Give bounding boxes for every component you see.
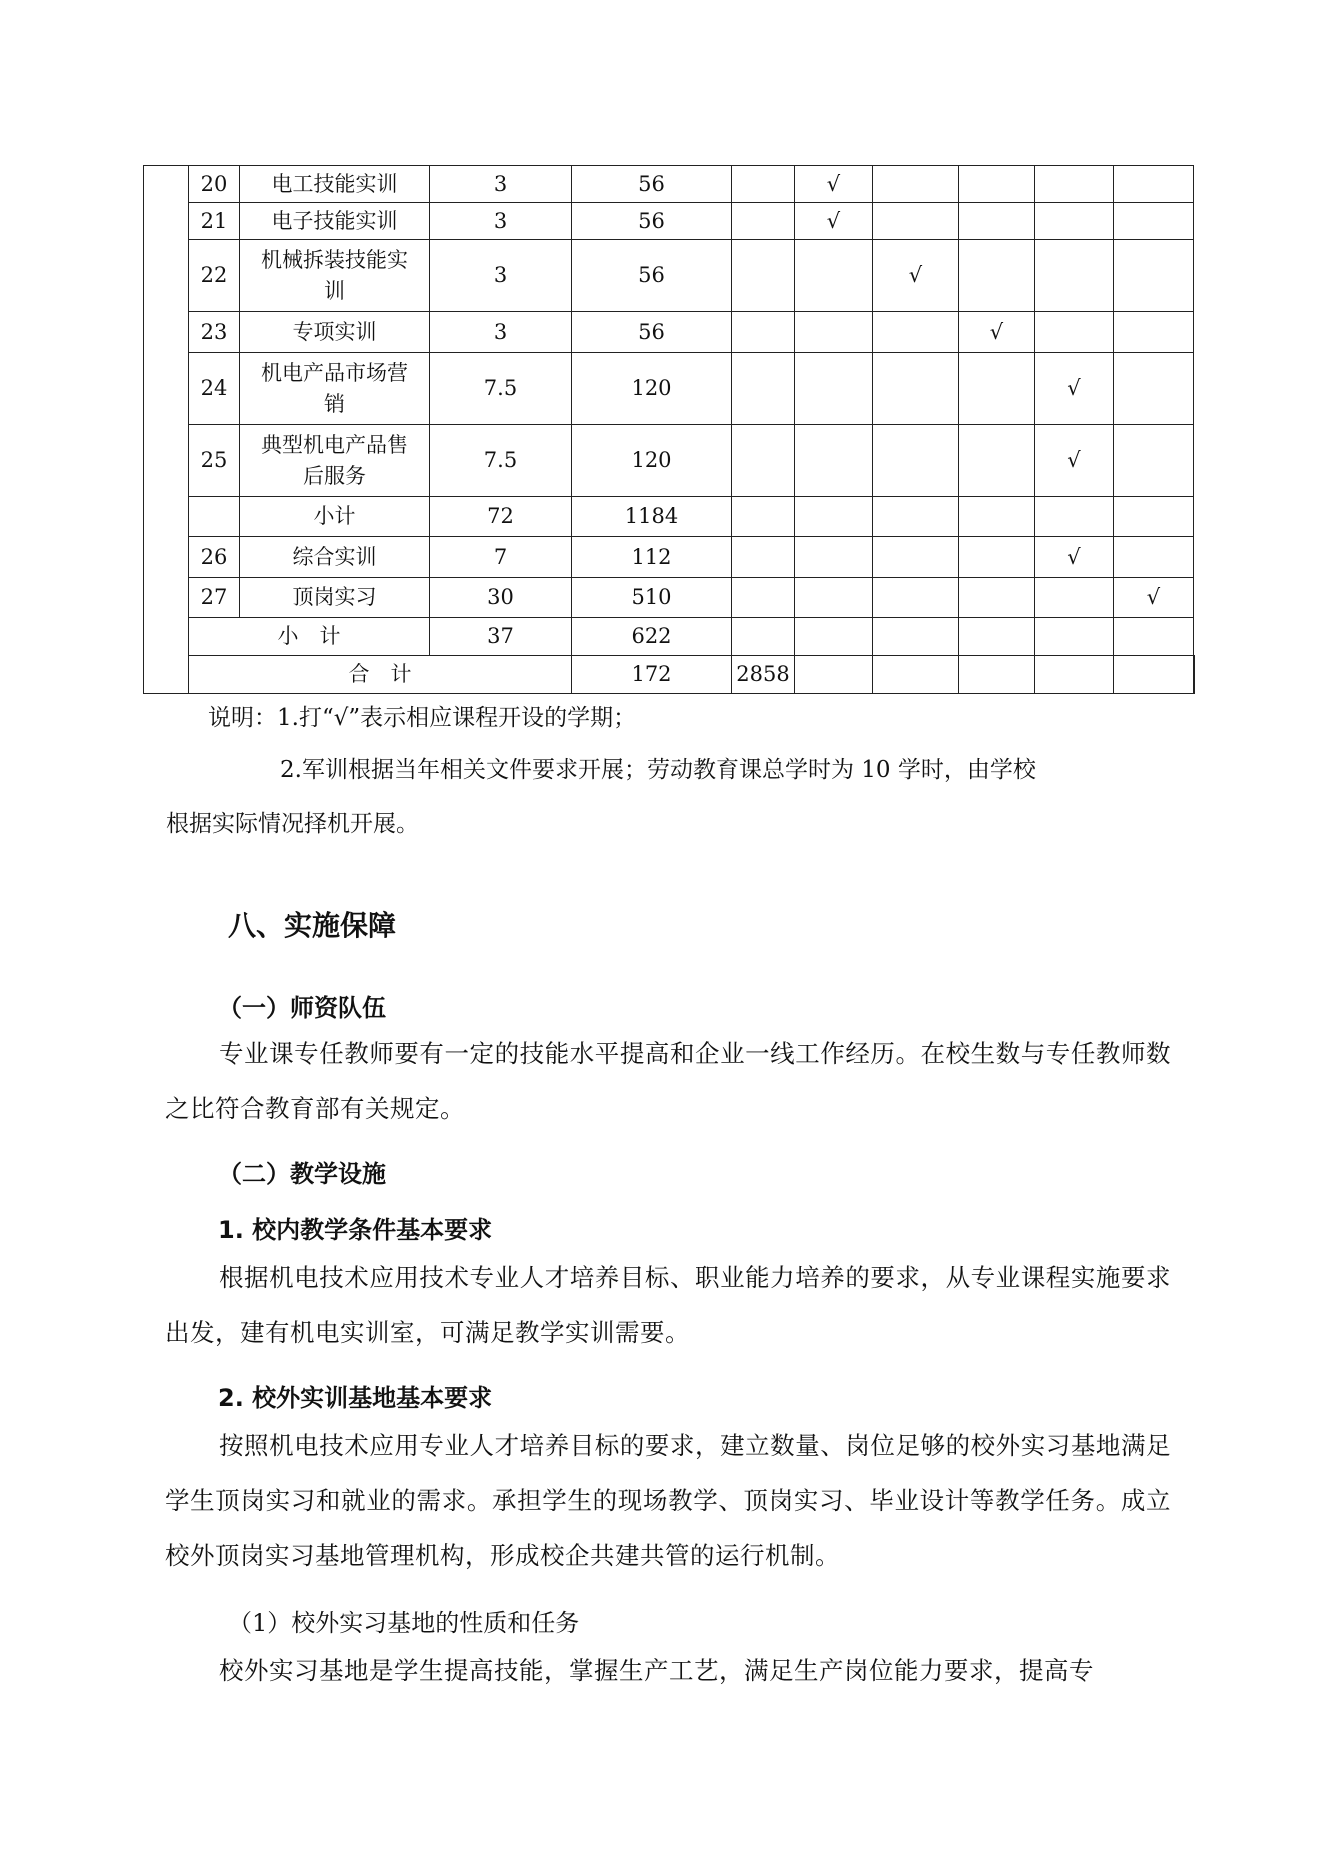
course-name: 综合实训 <box>240 537 430 578</box>
semester-cell <box>959 497 1035 537</box>
semester-cell <box>795 537 873 578</box>
semester-cell <box>1035 203 1114 240</box>
paragraph-faculty: 专业课专任教师要有一定的技能水平提高和企业一线工作经历。在校生数与专任教师数之比符合教育部有关规定。 <box>165 1039 1171 1123</box>
course-hours: 56 <box>572 203 732 240</box>
semester-cell <box>1035 166 1114 203</box>
total-credits: 172 <box>572 656 732 694</box>
subtotal-credits: 37 <box>430 618 572 656</box>
category-cell <box>144 166 189 694</box>
semester-cell <box>1114 203 1194 240</box>
course-credits: 3 <box>430 203 572 240</box>
paragraph-on-campus: 根据机电技术应用技术专业人才培养目标、职业能力培养的要求，从专业课程实施要求出发，建有机电实训室，可满足教学实训需要。 <box>165 1263 1171 1347</box>
paragraph-base-nature: 校外实习基地是学生提高技能，掌握生产工艺，满足生产岗位能力要求，提高专 <box>219 1656 1094 1685</box>
semester-cell <box>873 312 959 353</box>
course-credits: 72 <box>430 497 572 537</box>
semester-cell <box>1035 497 1114 537</box>
semester-cell <box>795 618 873 656</box>
note-2-line-1: 2.军训根据当年相关文件要求开展；劳动教育课总学时为 10 学时，由学校 <box>280 757 1036 783</box>
course-credits: 30 <box>430 578 572 618</box>
semester-cell <box>959 240 1035 312</box>
course-name: 顶岗实习 <box>240 578 430 618</box>
course-name: 电工技能实训 <box>240 166 430 203</box>
subtotal-row <box>144 618 1195 656</box>
table-row <box>144 497 1195 537</box>
semester-cell <box>732 312 795 353</box>
course-number: 26 <box>189 537 240 578</box>
course-hours: 510 <box>572 578 732 618</box>
table-row <box>144 425 1195 497</box>
semester-cell: √ <box>959 312 1035 353</box>
subsection-heading-facilities: （二）教学设施 <box>218 1160 386 1188</box>
semester-cell <box>1114 240 1194 312</box>
semester-cell: √ <box>1114 578 1194 618</box>
semester-cell <box>795 425 873 497</box>
semester-cell <box>1035 578 1114 618</box>
semester-cell <box>1114 618 1194 656</box>
semester-cell <box>732 537 795 578</box>
semester-cell <box>1114 425 1194 497</box>
semester-cell <box>959 578 1035 618</box>
course-credits: 7 <box>430 537 572 578</box>
course-hours: 56 <box>572 312 732 353</box>
subtotal-hours: 622 <box>572 618 732 656</box>
course-hours: 120 <box>572 425 732 497</box>
course-name: 机电产品市场营销 <box>240 353 430 425</box>
semester-cell <box>732 166 795 203</box>
course-name: 专项实训 <box>240 312 430 353</box>
semester-cell <box>1035 618 1114 656</box>
course-hours: 1184 <box>572 497 732 537</box>
course-name: 电子技能实训 <box>240 203 430 240</box>
semester-cell <box>732 578 795 618</box>
semester-cell <box>873 578 959 618</box>
total-hours: 2858 <box>732 656 795 694</box>
semester-cell <box>959 425 1035 497</box>
course-number: 27 <box>189 578 240 618</box>
course-number: 23 <box>189 312 240 353</box>
course-name: 小计 <box>240 497 430 537</box>
course-number: 24 <box>189 353 240 425</box>
semester-cell <box>732 203 795 240</box>
semester-cell <box>873 656 959 694</box>
semester-cell <box>795 312 873 353</box>
course-name: 机械拆装技能实训 <box>240 240 430 312</box>
heading-base-nature: （1）校外实习基地的性质和任务 <box>228 1609 580 1637</box>
semester-cell <box>959 537 1035 578</box>
semester-cell: √ <box>795 166 873 203</box>
course-hours: 112 <box>572 537 732 578</box>
course-credits: 3 <box>430 166 572 203</box>
course-name: 典型机电产品售后服务 <box>240 425 430 497</box>
note-1: 说明：1.打“√”表示相应课程开设的学期； <box>208 705 637 731</box>
semester-cell <box>795 656 873 694</box>
semester-cell <box>1114 312 1194 353</box>
semester-cell <box>873 537 959 578</box>
semester-cell <box>732 353 795 425</box>
semester-cell <box>1114 537 1194 578</box>
total-row <box>144 656 1195 694</box>
semester-cell <box>1194 656 1195 694</box>
section-heading: 八、实施保障 <box>228 909 397 942</box>
table-row <box>144 537 1195 578</box>
semester-cell <box>732 240 795 312</box>
semester-cell <box>1114 353 1194 425</box>
course-number: 20 <box>189 166 240 203</box>
semester-cell <box>795 240 873 312</box>
table-row <box>144 203 1195 240</box>
table-row <box>144 166 1195 203</box>
semester-cell: √ <box>873 240 959 312</box>
table-row <box>144 353 1195 425</box>
semester-cell <box>959 166 1035 203</box>
course-credits: 3 <box>430 240 572 312</box>
semester-cell <box>959 618 1035 656</box>
table-row <box>144 240 1195 312</box>
semester-cell <box>873 353 959 425</box>
semester-cell <box>795 353 873 425</box>
subsection-heading-faculty: （一）师资队伍 <box>218 994 386 1022</box>
course-schedule-table <box>143 165 1195 694</box>
semester-cell <box>795 578 873 618</box>
course-number: 22 <box>189 240 240 312</box>
semester-cell <box>732 497 795 537</box>
course-hours: 56 <box>572 166 732 203</box>
semester-cell: √ <box>795 203 873 240</box>
semester-cell <box>1035 656 1114 694</box>
subtotal-label: 小 计 <box>189 618 430 656</box>
course-number: 25 <box>189 425 240 497</box>
semester-cell <box>732 425 795 497</box>
semester-cell <box>959 353 1035 425</box>
semester-cell: √ <box>1035 353 1114 425</box>
semester-cell: √ <box>1035 425 1114 497</box>
semester-cell <box>873 425 959 497</box>
course-credits: 7.5 <box>430 353 572 425</box>
semester-cell <box>873 618 959 656</box>
paragraph-off-campus: 按照机电技术应用专业人才培养目标的要求，建立数量、岗位足够的校外实习基地满足学生顶岗实习和就业的需求。承担学生的现场教学、顶岗实习、毕业设计等教学任务。成立校外顶岗实习基地管理机构，形成校企共建共管的运行机制。 <box>165 1431 1171 1570</box>
course-hours: 56 <box>572 240 732 312</box>
table-row <box>144 578 1195 618</box>
semester-cell <box>1114 656 1194 694</box>
semester-cell <box>873 203 959 240</box>
course-number: 21 <box>189 203 240 240</box>
course-hours: 120 <box>572 353 732 425</box>
semester-cell <box>1114 166 1194 203</box>
table-row <box>144 312 1195 353</box>
semester-cell <box>732 618 795 656</box>
semester-cell <box>959 656 1035 694</box>
semester-cell <box>873 166 959 203</box>
semester-cell <box>1035 312 1114 353</box>
course-credits: 7.5 <box>430 425 572 497</box>
course-number <box>189 497 240 537</box>
heading-on-campus: 1. 校内教学条件基本要求 <box>218 1216 493 1244</box>
course-credits: 3 <box>430 312 572 353</box>
semester-cell <box>1114 497 1194 537</box>
semester-cell <box>795 497 873 537</box>
total-label: 合 计 <box>189 656 572 694</box>
semester-cell <box>1035 240 1114 312</box>
note-2-line-2: 根据实际情况择机开展。 <box>166 811 419 837</box>
semester-cell <box>873 497 959 537</box>
semester-cell: √ <box>1035 537 1114 578</box>
semester-cell <box>959 203 1035 240</box>
heading-off-campus: 2. 校外实训基地基本要求 <box>218 1384 493 1412</box>
